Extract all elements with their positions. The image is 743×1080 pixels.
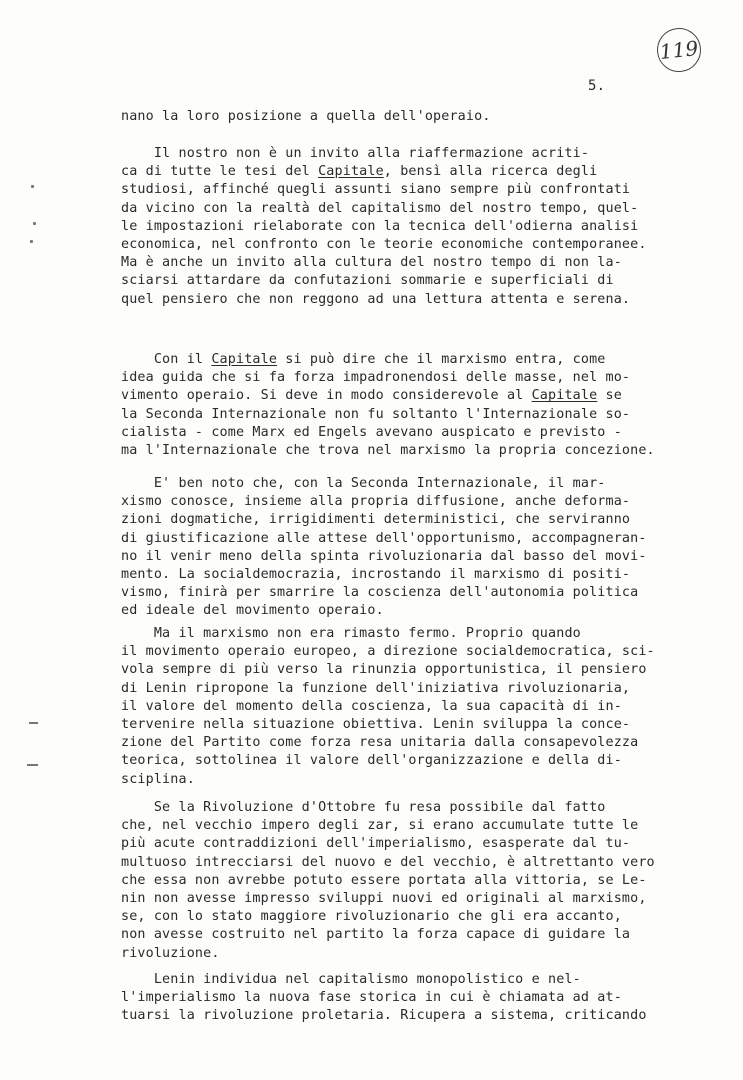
text-line: il valore del momento della coscienza, la sua capacità di in- [121, 698, 622, 714]
text-line: il movimento operaio europeo, a direzione socialdemocratica, sci- [121, 644, 655, 660]
text-line [121, 351, 701, 369]
paragraph-5 [121, 625, 701, 789]
paragraph-2 [121, 145, 701, 309]
paragraph-3 [121, 351, 701, 460]
text-span: si può dire che il marxismo entra, come [277, 352, 606, 367]
capitale-title: Capitale [211, 352, 278, 367]
scan-speck [31, 185, 34, 188]
text-line: zione del Partito come forza resa unitaria dalla consapevolezza [121, 735, 639, 751]
text-span: Con il [121, 352, 212, 367]
text-line: le impostazioni rielaborate con la tecnica dell'odierna analisi [121, 218, 639, 234]
text-line: l'imperialismo la nuova fase storica in cui è chiamata ad at- [121, 990, 622, 1006]
text-line: rivoluzione. [121, 945, 220, 961]
scan-speck [33, 222, 36, 225]
page-number: 5. [588, 78, 606, 94]
text-line: vola sempre di più verso la rinunzia opportunistica, il pensiero [121, 662, 647, 678]
text-line: E' ben noto che, con la Seconda Internazionale, il mar- [121, 476, 606, 491]
text-line: Il nostro non è un invito alla riaffermazione acriti- [121, 146, 590, 161]
text-line: xismo conosce, insieme alla propria diffusione, anche deforma- [121, 494, 631, 510]
text-line: che, nel vecchio impero degli zar, si erano accumulate tutte le [121, 818, 639, 834]
text-span: , bensì alla ricerca degli [383, 164, 598, 180]
text-line: sciarsi attardare da confutazioni sommarie e superficiali di [121, 273, 614, 289]
text-span: se [597, 388, 622, 404]
text-line: Ma è anche un invito alla cultura del nostro tempo di non la- [121, 255, 622, 271]
text-line: idea guida che si fa forza impadronendosi delle masse, nel mo- [121, 370, 631, 386]
scan-dash [27, 764, 38, 766]
capitale-title: Capitale [531, 388, 598, 404]
text-line [121, 163, 701, 181]
text-line: da vicino con la realtà del capitalismo del nostro tempo, quel- [121, 200, 639, 216]
archive-stamp [655, 26, 703, 74]
text-line: Se la Rivoluzione d'Ottobre fu resa possibile dal fatto [121, 800, 606, 815]
text-line: se, con lo stato maggiore rivoluzionario che gli era accanto, [121, 909, 622, 925]
text-span: vimento operaio. Si deve in modo considerevole al [121, 388, 532, 404]
text-line: ed ideale del movimento operaio. [121, 603, 384, 619]
text-line: che essa non avrebbe potuto essere portata alla vittoria, se Le- [121, 872, 647, 888]
text-line: zioni dogmatiche, irrigidimenti deterministici, che serviranno [121, 512, 631, 528]
scan-speck [30, 240, 33, 243]
text-line: più acute contraddizioni dell'imperialismo, esasperate dal tu- [121, 836, 631, 852]
text-line: no il venir meno della spinta rivoluzionaria dal basso del movi- [121, 548, 647, 564]
text-line: Lenin individua nel capitalismo monopolistico e nel- [121, 972, 581, 987]
paragraph-6 [121, 799, 701, 963]
text-line: nin non avesse impresso sviluppi nuovi ed originali al marxismo, [121, 890, 647, 906]
text-span: ca di tutte le tesi del [121, 164, 319, 180]
text-line: nano la loro posizione a quella dell'operaio. [121, 109, 491, 124]
paragraph-7 [121, 971, 701, 1026]
paragraph-4 [121, 475, 701, 621]
text-line: cialista - come Marx ed Engels avevano auspicato e previsto - [121, 424, 622, 440]
text-line: Ma il marxismo non era rimasto fermo. Proprio quando [121, 626, 581, 641]
text-line: tervenire nella situazione obiettiva. Lenin sviluppa la conce- [121, 716, 631, 732]
text-line: di giustificazione alle attese dell'opportunismo, accompagneran- [121, 530, 647, 546]
text-line: multuoso intrecciarsi del nuovo e del vecchio, è altrettanto vero [121, 854, 655, 870]
text-line: di Lenin ripropone la funzione dell'iniziativa rivoluzionaria, [121, 680, 631, 696]
stamp-number: 119 [658, 36, 700, 64]
capitale-title: Capitale [318, 164, 384, 180]
text-line: non avesse costruito nel partito la forza capace di guidare la [121, 927, 631, 943]
text-line: quel pensiero che non reggono ad una lettura attenta e serena. [121, 291, 631, 307]
paragraph-1 [121, 108, 701, 126]
text-line: teorica, sottolinea il valore dell'organizzazione e della di- [121, 753, 622, 769]
text-line: sciplina. [121, 771, 195, 787]
text-line [121, 387, 701, 405]
text-line: vismo, finirà per smarrire la coscienza dell'autonomia politica [121, 585, 639, 601]
text-line: economica, nel confronto con le teorie economiche contemporanee. [121, 236, 647, 252]
text-line: studiosi, affinché quegli assunti siano sempre più confrontati [121, 182, 631, 198]
text-line: tuarsi la rivoluzione proletaria. Ricupera a sistema, criticando [121, 1008, 647, 1024]
text-line: mento. La socialdemocrazia, incrostando il marxismo di positi- [121, 566, 631, 582]
text-line: la Seconda Internazionale non fu soltanto l'Internazionale so- [121, 406, 631, 422]
text-line: ma l'Internazionale che trova nel marxismo la propria concezione. [121, 442, 655, 458]
scan-dash [29, 722, 38, 724]
